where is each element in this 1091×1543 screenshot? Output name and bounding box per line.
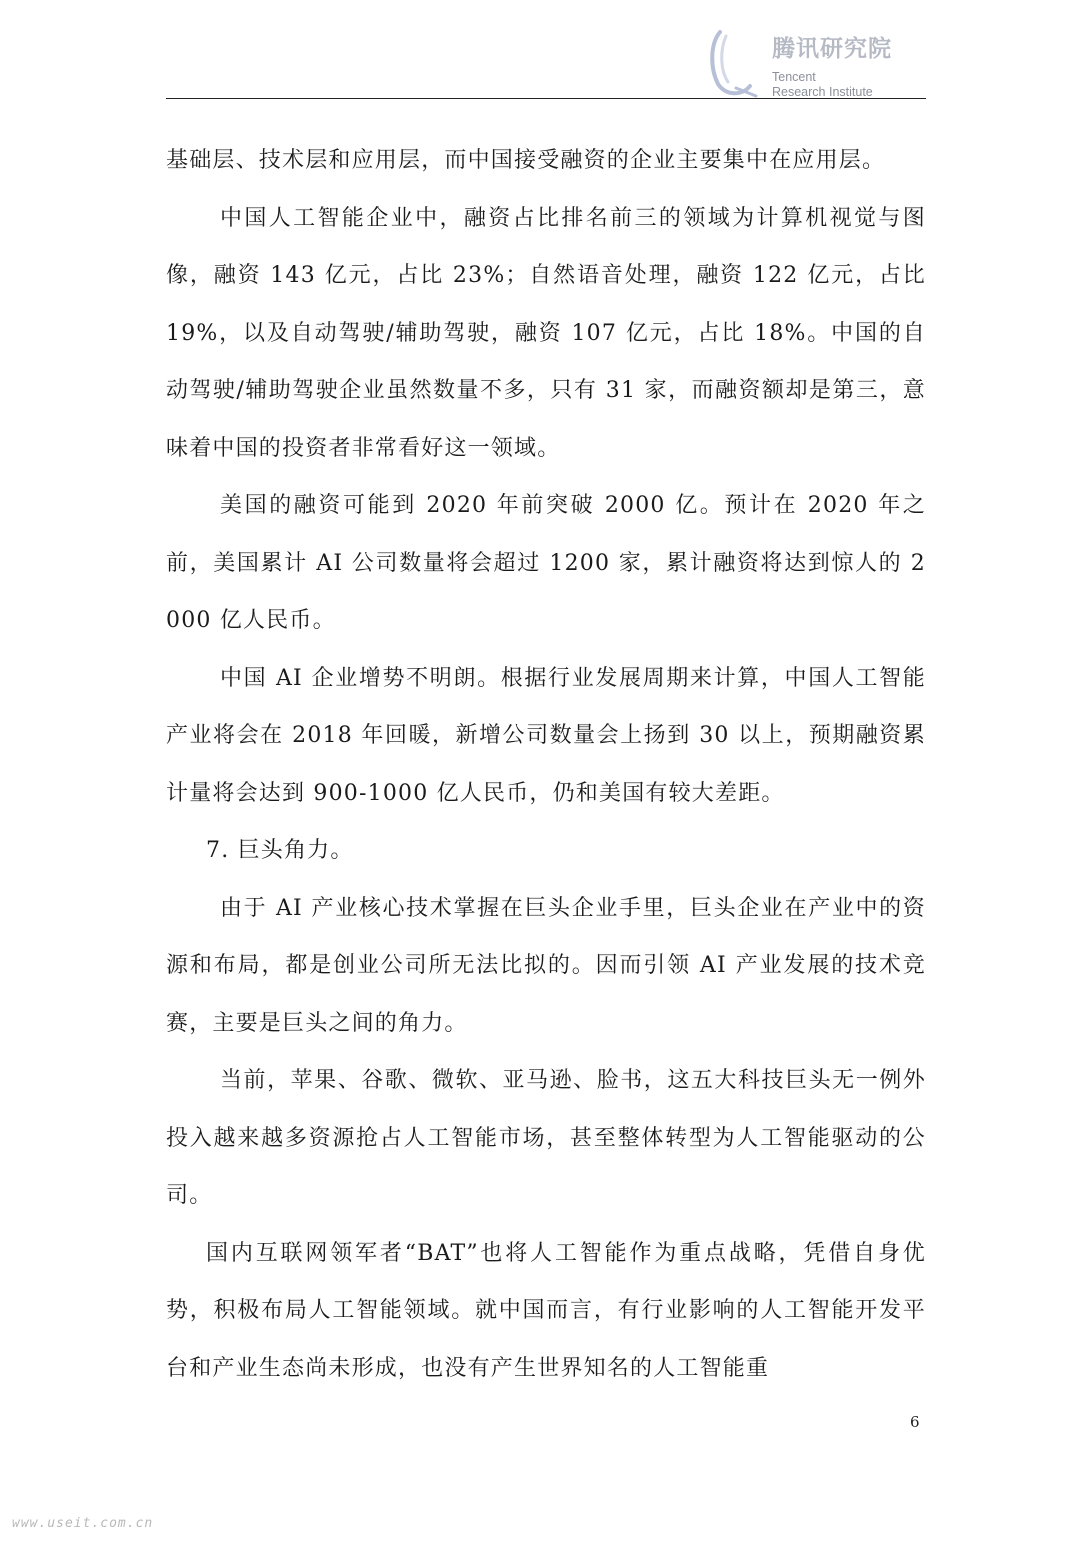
- paragraph-giants-resources: 由于 AI 产业核心技术掌握在巨头企业手里，巨头企业在产业中的资源和布局，都是创业公司所无法比拟的。因而引领 AI 产业发展的技术竞赛，主要是巨头之间的角力。: [166, 895, 926, 1036]
- logo-english-line-1: Tencent: [772, 70, 816, 84]
- logo-english-line-2: Research Institute: [772, 85, 873, 99]
- logo-mark-icon: [706, 26, 766, 98]
- paragraph-us-financing: 美国的融资可能到 2020 年前突破 2000 亿。预计在 2020 年之前，美国累计 AI 公司数量将会超过 1200 家，累计融资将达到惊人的 2000 亿人民币。: [166, 493, 926, 633]
- paragraph-bat-strategy: 国内互联网领军者“BAT”也将人工智能作为重点战略，凭借自身优势，积极布局人工智能领域。就中国而言，有行业影响的人工智能开发平台和产业生态尚未形成，也没有产生世界知名的人工智能重: [166, 1240, 926, 1381]
- section-heading-giants: 7. 巨头角力。: [206, 838, 354, 863]
- paragraph-china-ai-financing: 中国人工智能企业中，融资占比排名前三的领域为计算机视觉与图像，融资 143 亿元，占比 23%；自然语音处理，融资 122 亿元，占比 19%，以及自动驾驶/辅助驾驶，融资 107 亿元，占比 18%。中国的自动驾驶/辅助驾驶企业虽然数量不多，只有 31 家，而融资额却是第三，意味着中国的投资者非常看好这一领域。: [166, 205, 926, 461]
- watermark: www.useit.com.cn: [12, 1516, 154, 1531]
- logo-english-name: [772, 70, 873, 100]
- paragraph-five-tech-giants: 当前，苹果、谷歌、微软、亚马逊、脸书，这五大科技巨头无一例外投入越来越多资源抢占人工智能市场，甚至整体转型为人工智能驱动的公司。: [166, 1068, 926, 1208]
- body-text: [166, 132, 926, 1397]
- paragraph-china-ai-trend: 中国 AI 企业增势不明朗。根据行业发展周期来计算，中国人工智能产业将会在 2018 年回暖，新增公司数量会上扬到 30 以上，预期融资累计量将会达到 900-1000 亿人民币，仍和美国有较大差距。: [166, 665, 926, 806]
- header-divider: [166, 98, 926, 99]
- page-number: 6: [910, 1413, 920, 1431]
- logo-chinese-name: 腾讯研究院: [772, 36, 892, 62]
- paragraph-continued: 基础层、技术层和应用层，而中国接受融资的企业主要集中在应用层。: [166, 148, 886, 173]
- page-header: [166, 18, 926, 100]
- tencent-research-institute-logo: [706, 26, 906, 98]
